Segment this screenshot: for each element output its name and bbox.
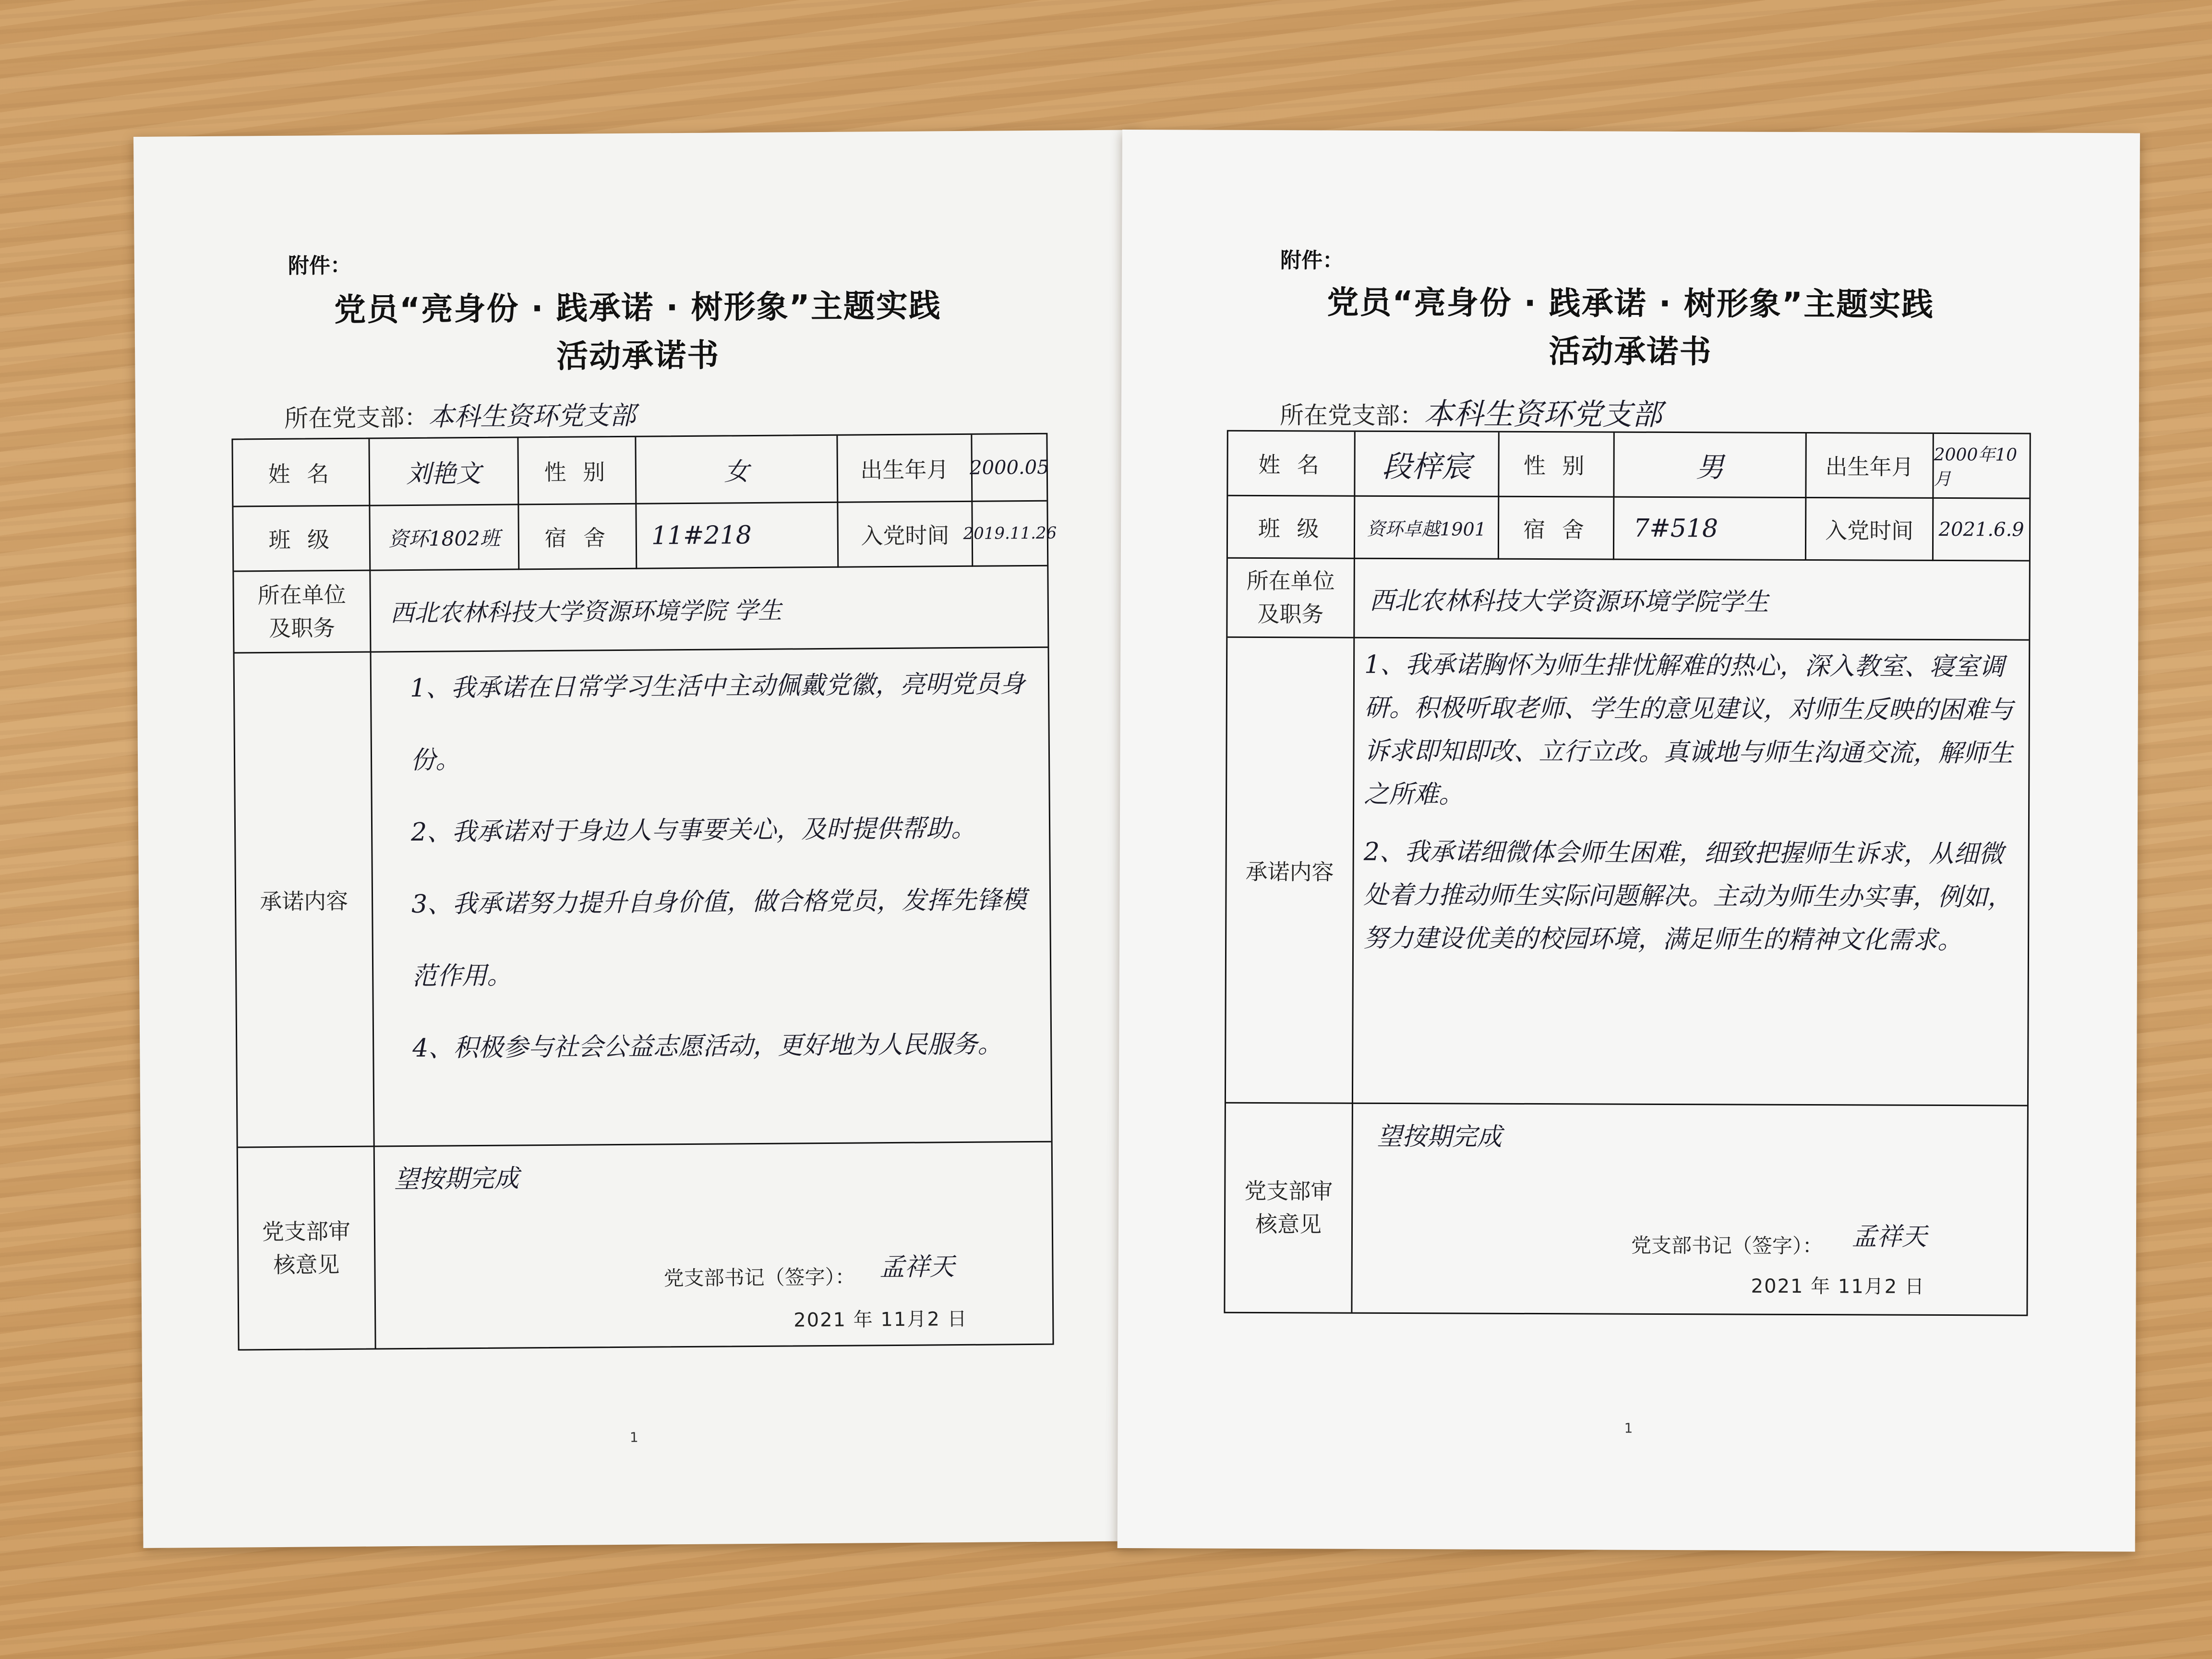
- review-label-line1: 党支部审: [1244, 1178, 1333, 1204]
- dorm-label-cell: [1499, 497, 1614, 560]
- join-value: 2019.11.26: [963, 523, 1057, 543]
- name-label: 姓 名: [268, 460, 334, 487]
- name-value-cell: [1355, 432, 1499, 497]
- branch-label: 所在党支部：: [1279, 401, 1424, 430]
- gender-label-cell: [518, 437, 637, 505]
- commitment-item: 2、我承诺细微体会师生困难，细致把握师生诉求，从细微处着力推动师生实际问题解决。主动为师生办实事，例如，努力建设优美的校园环境，满足师生的精神文化需求。: [1363, 837, 2013, 955]
- commit-content-cell: [1353, 638, 2029, 1106]
- gender-value-cell: [636, 436, 838, 505]
- class-label: 班 级: [268, 527, 335, 553]
- gender-label: 性 别: [544, 458, 610, 485]
- page-number: 1: [629, 1429, 638, 1445]
- birth-label-cell: [838, 435, 973, 503]
- form-subtitle: 活动承诺书: [556, 337, 720, 375]
- review-label-line2: 核意见: [273, 1251, 340, 1278]
- name-label: 姓 名: [1258, 451, 1324, 478]
- branch-line: [1280, 389, 1662, 433]
- dorm-label: 宿 舍: [544, 525, 611, 552]
- review-label-line2: 核意见: [1255, 1211, 1322, 1238]
- dorm-value-cell: [637, 503, 839, 569]
- review-opinion: 望按期完成: [1377, 1122, 1502, 1152]
- commitment-list: [400, 648, 1046, 1084]
- unit-label-cell: [234, 571, 371, 654]
- join-label-cell: [838, 502, 973, 568]
- info-table: [231, 433, 1057, 1351]
- join-value-cell: [963, 502, 1057, 567]
- gender-label: 性 别: [1523, 452, 1589, 479]
- commit-label: 承诺内容: [1245, 858, 1334, 885]
- commit-content-cell: [372, 648, 1051, 1147]
- dorm-value-cell: [1614, 498, 1806, 561]
- signature-label: 党支部书记（签字）：: [663, 1265, 855, 1290]
- secretary-signature: 孟祥天: [879, 1252, 955, 1282]
- commitment-item: 1、我承诺胸怀为师生排忧解难的热心，深入教室、寝室调研。积极听取老师、学生的意见建议，对师生反映的困难与诉求即知即改、立行立改。真诚地与师生沟通交流，解师生之所难。: [1364, 650, 2013, 809]
- review-label-cell: [238, 1147, 376, 1349]
- birth-value: 2000年10月: [1934, 445, 2018, 490]
- commitment-list: [1354, 643, 2027, 977]
- join-label-cell: [1806, 498, 1934, 561]
- commit-label-cell: [1226, 638, 1355, 1104]
- gender-label-cell: [1499, 433, 1614, 498]
- birth-value: 2000.05: [969, 456, 1049, 479]
- birth-value-cell: [1934, 434, 2029, 499]
- join-value: 2021.6.9: [1938, 518, 2024, 541]
- commitment-item: 4、积极参与社会公益志愿活动，更好地为人民服务。: [412, 1030, 1003, 1063]
- signature-label: 党支部书记（签字）：: [1631, 1233, 1823, 1258]
- branch-value: 本科生资环党支部: [428, 400, 636, 432]
- review-content-cell: [375, 1142, 1053, 1348]
- review-date: 2021 年 11月2 日: [1751, 1275, 1925, 1298]
- commitment-form-left: [133, 130, 1149, 1548]
- class-label: 班 级: [1258, 515, 1324, 541]
- commitment-item: 1、我承诺在日常学习生活中主动佩戴党徽，亮明党员身份。: [409, 670, 1025, 775]
- unit-label-cell: [1227, 559, 1355, 638]
- branch-value: 本科生资环党支部: [1423, 396, 1662, 432]
- name-value-cell: [370, 438, 519, 506]
- birth-value-cell: [969, 434, 1049, 502]
- class-value: 资环卓越1901: [1367, 518, 1487, 540]
- unit-value: 西北农林科技大学资源环境学院学生: [1369, 586, 1769, 617]
- review-opinion: 望按期完成: [394, 1164, 519, 1194]
- form-subtitle: 活动承诺书: [1549, 333, 1712, 371]
- commitment-item: 2、我承诺对于身边人与事要关心，及时提供帮助。: [410, 814, 976, 847]
- attachment-label: 附件：: [1280, 248, 1344, 273]
- review-label-cell: [1225, 1104, 1353, 1312]
- class-value-cell: [1355, 497, 1499, 560]
- gender-value: 男: [1695, 451, 1724, 484]
- dorm-value: 11#218: [651, 521, 752, 551]
- branch-line: [284, 395, 636, 434]
- unit-label-line1: 所在单位: [257, 581, 346, 608]
- unit-label-line2: 及职务: [268, 614, 336, 641]
- unit-value-cell: [371, 566, 1047, 653]
- page-number: 1: [1624, 1420, 1633, 1436]
- name-label-cell: [233, 439, 370, 507]
- attachment-label: 附件：: [288, 253, 352, 278]
- name-label-cell: [1228, 432, 1355, 497]
- form-title: 党员“亮身份 · 践承诺 · 树形象”主题实践: [1327, 284, 1935, 323]
- birth-label: 出生年月: [860, 456, 949, 483]
- unit-label-line2: 及职务: [1257, 601, 1324, 627]
- form-title: 党员“亮身份 · 践承诺 · 树形象”主题实践: [334, 287, 942, 329]
- join-label: 入党时间: [1825, 517, 1914, 544]
- dorm-value: 7#518: [1634, 514, 1719, 543]
- class-value: 资环1802班: [388, 526, 500, 551]
- commit-label: 承诺内容: [259, 888, 349, 914]
- unit-value-cell: [1355, 559, 2029, 641]
- review-content-cell: [1352, 1104, 2027, 1315]
- class-value-cell: [370, 505, 519, 571]
- unit-label-line1: 所在单位: [1246, 567, 1335, 594]
- class-label-cell: [233, 506, 371, 572]
- commit-label-cell: [235, 653, 375, 1148]
- birth-label: 出生年月: [1825, 454, 1914, 480]
- commitment-item: 3、我承诺努力提升自身价值，做合格党员，发挥先锋模范作用。: [411, 886, 1027, 991]
- birth-label-cell: [1806, 433, 1934, 499]
- review-label-line1: 党支部审: [262, 1218, 351, 1245]
- join-value-cell: [1934, 499, 2029, 562]
- secretary-signature: 孟祥天: [1851, 1222, 1927, 1251]
- gender-value-cell: [1614, 433, 1806, 498]
- gender-value: 女: [724, 457, 749, 487]
- dorm-label-cell: [519, 505, 637, 570]
- name-value: 段梓宸: [1382, 448, 1472, 484]
- info-table: [1224, 430, 2031, 1316]
- review-date: 2021 年 11月2 日: [793, 1308, 968, 1332]
- class-label-cell: [1228, 496, 1355, 559]
- join-label: 入党时间: [861, 522, 950, 549]
- dorm-label: 宿 舍: [1523, 516, 1589, 542]
- commitment-form-right: [1118, 130, 2140, 1551]
- unit-value: 西北农林科技大学资源环境学院 学生: [390, 596, 782, 627]
- name-value: 刘艳文: [406, 459, 481, 489]
- branch-label: 所在党支部：: [284, 403, 429, 433]
